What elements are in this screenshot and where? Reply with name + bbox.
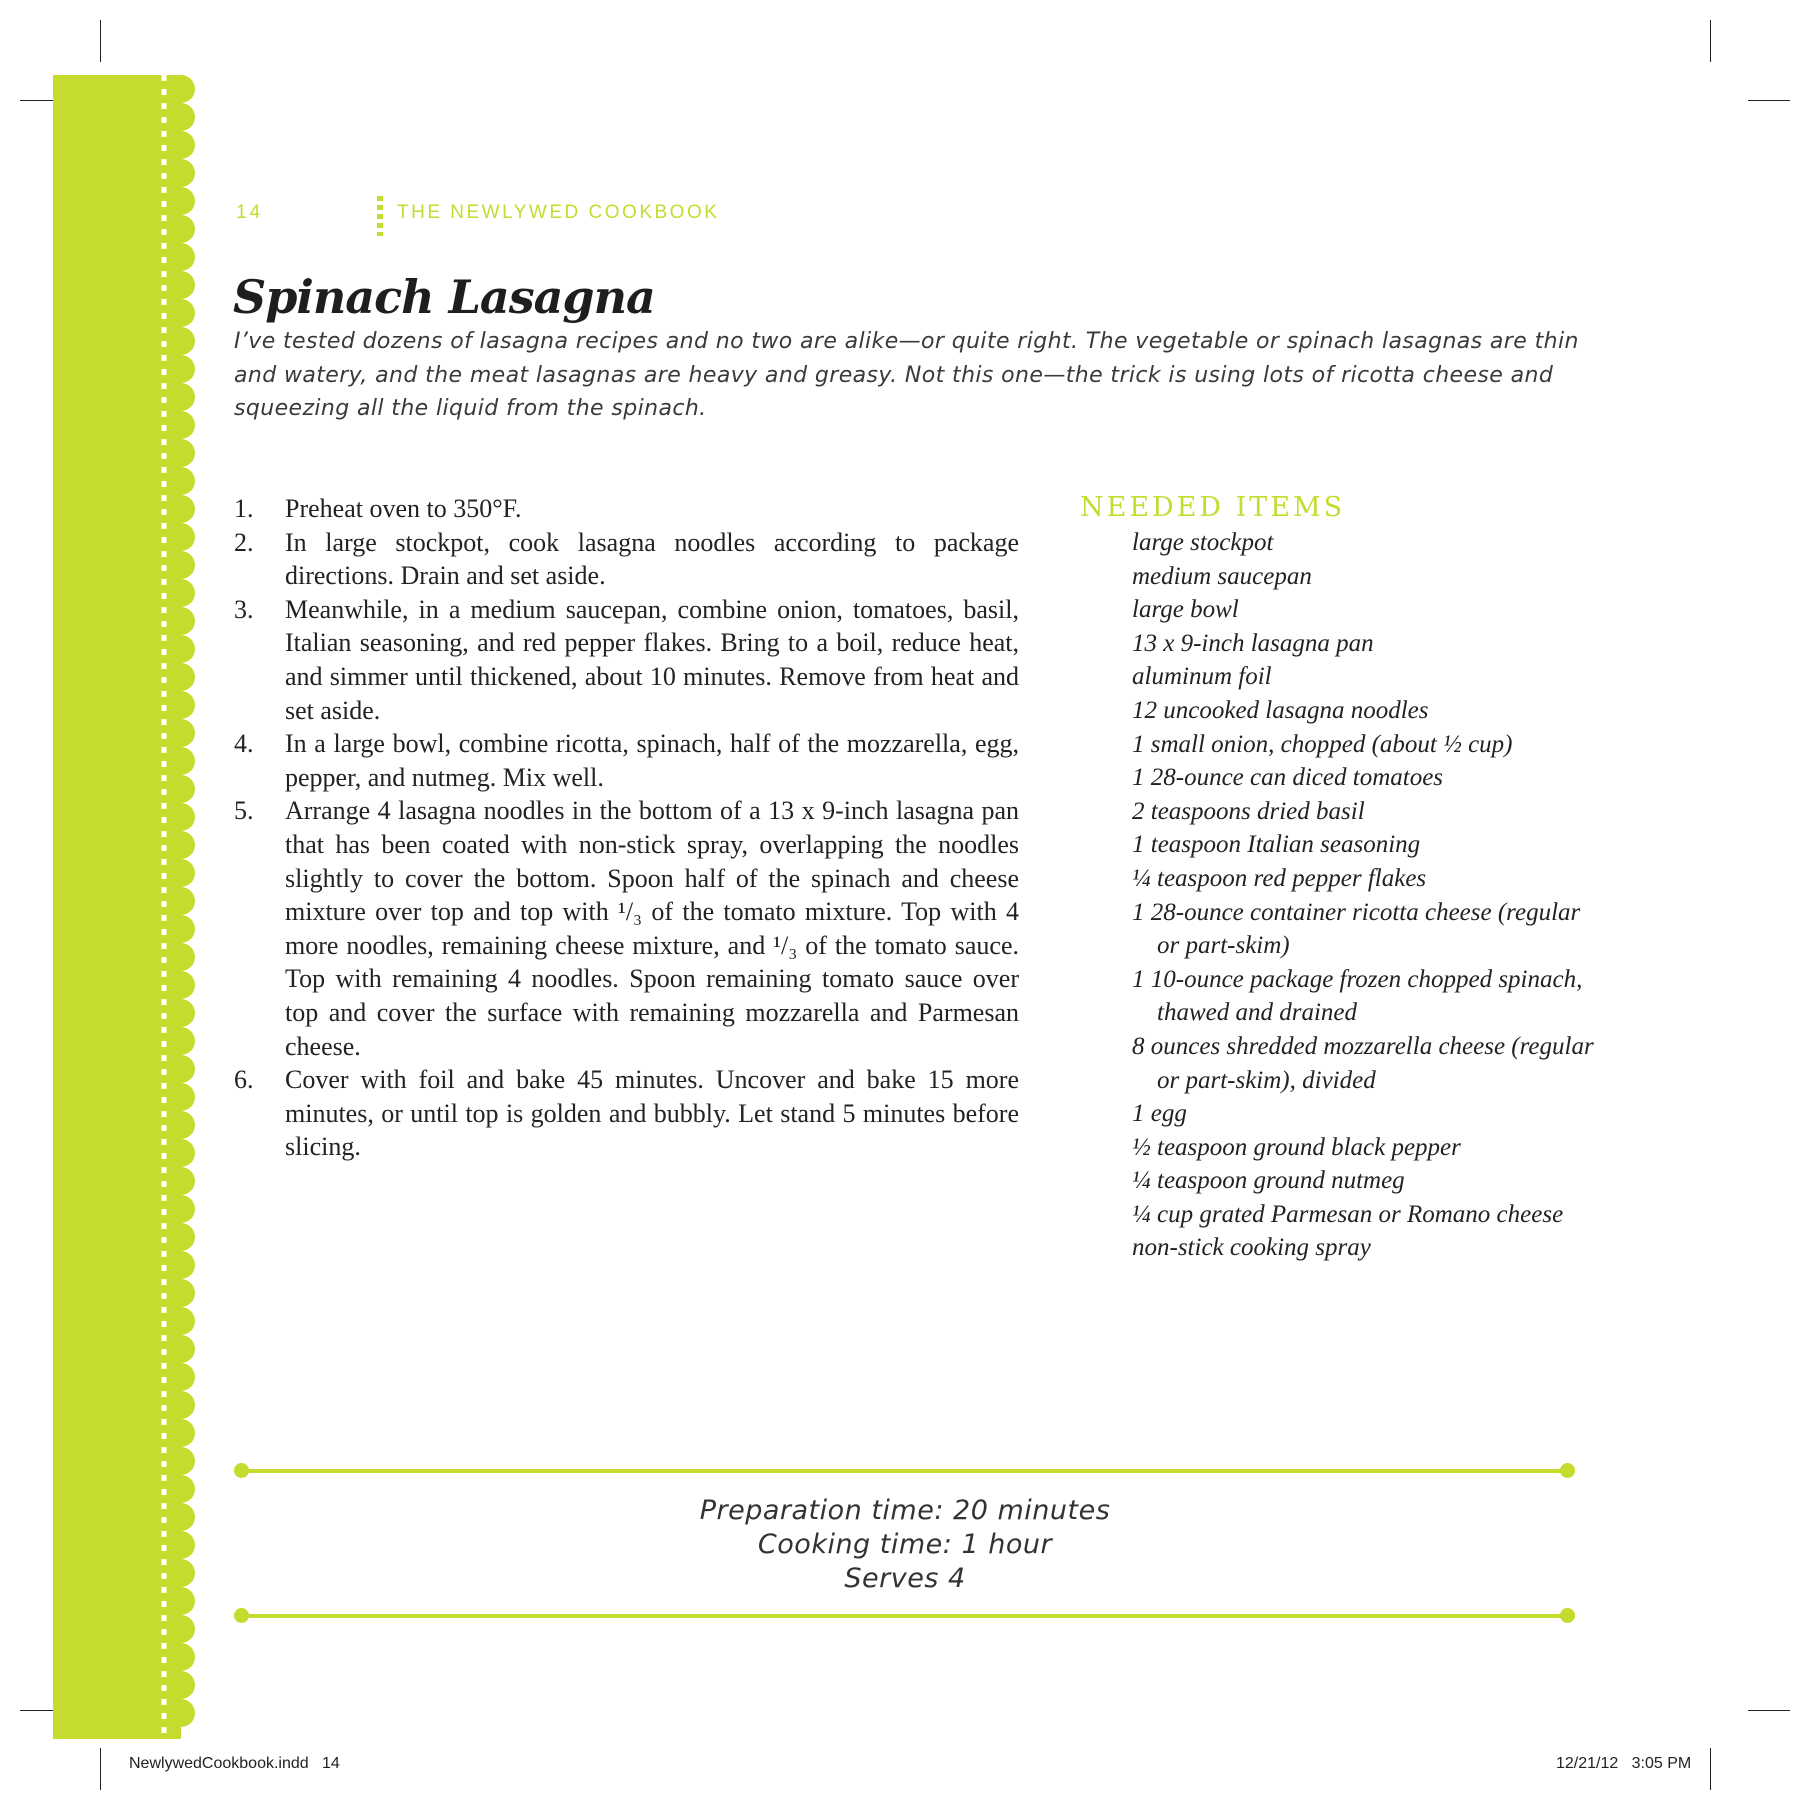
- step-text: Cover with foil and bake 45 minutes. Uncover and bake 15 more minutes, or until top is golden and bubbly. Let stand 5 minutes before slicing.: [285, 1065, 1019, 1162]
- step-item: [234, 593, 1019, 727]
- step-text: In large stockpot, cook lasagna noodles according to package directions. Drain and set aside.: [285, 527, 1019, 591]
- list-item: non-stick cooking spray: [1132, 1234, 1371, 1262]
- list-item: 13 x 9-inch lasagna pan: [1132, 629, 1374, 657]
- list-item: 1 teaspoon Italian seasoning: [1132, 831, 1421, 859]
- step-number: 2.: [234, 527, 254, 557]
- list-item: ½ teaspoon ground black pepper: [1132, 1133, 1461, 1161]
- recipe-title: Spinach Lasagna: [233, 270, 655, 324]
- step-text: In a large bowl, combine ricotta, spinach, half of the mozzarella, egg, pepper, and nutmeg. Mix well.: [285, 729, 1019, 792]
- timing-bottom-rule: [235, 1614, 1575, 1618]
- slug-filename: NewlywedCookbook.indd 14: [129, 1755, 340, 1772]
- crop-mark: [1710, 20, 1711, 62]
- list-item: large bowl: [1132, 596, 1239, 624]
- list-item: large stockpot: [1132, 529, 1274, 556]
- list-item: 2 teaspoons dried basil: [1132, 797, 1365, 825]
- crop-mark: [1710, 1748, 1711, 1790]
- step-item: [234, 1063, 1019, 1164]
- header-dotted-divider: [377, 196, 383, 236]
- timing-top-rule: [235, 1469, 1575, 1473]
- page-number: 14: [236, 202, 264, 223]
- list-item: medium saucepan: [1132, 562, 1312, 590]
- step-number: 3.: [234, 594, 254, 624]
- list-item: 1 egg: [1132, 1100, 1187, 1128]
- list-item: ¼ teaspoon red pepper flakes: [1132, 864, 1427, 892]
- step-number: 5.: [234, 796, 254, 826]
- rule-end-dot: [234, 1608, 249, 1623]
- step-item: [234, 794, 1019, 1063]
- decorative-scalloped-band: [53, 75, 203, 1739]
- step-text: Preheat oven to 350°F.: [285, 494, 522, 523]
- slug-datetime: 12/21/12 3:05 PM: [1556, 1755, 1692, 1772]
- step-number: 6.: [234, 1065, 254, 1095]
- list-item: ¼ cup grated Parmesan or Romano cheese: [1132, 1200, 1564, 1228]
- rule-end-dot: [1560, 1608, 1575, 1623]
- rule-end-dot: [1560, 1463, 1575, 1478]
- list-item: 12 uncooked lasagna noodles: [1132, 696, 1429, 724]
- recipe-steps: [234, 492, 1019, 1164]
- step-number: 4.: [234, 729, 254, 759]
- needed-items-heading: NEEDED ITEMS: [1080, 492, 1346, 523]
- servings: Serves 4: [844, 1563, 966, 1594]
- needed-items-section: [1080, 490, 1600, 1265]
- cook-time: Cooking time: 1 hour: [757, 1529, 1053, 1560]
- crop-mark: [1748, 1710, 1790, 1711]
- recipe-intro: I’ve tested dozens of lasagna recipes and no two are alike—or quite right. The vegetable or spinach lasagnas are thin and watery, and the meat lasagnas are heavy and greasy. Not this one—the trick is using lots of ricotta cheese and squeezing all the liquid from the spinach.: [234, 329, 1579, 421]
- rule-end-dot: [234, 1463, 249, 1478]
- step-number: 1.: [234, 494, 254, 523]
- crop-mark: [1748, 100, 1790, 101]
- step-item: [234, 492, 1019, 526]
- timing-block: [235, 1494, 1575, 1596]
- step-item: [234, 727, 1019, 794]
- prep-time: Preparation time: 20 minutes: [699, 1495, 1111, 1526]
- list-item: aluminum foil: [1132, 663, 1272, 691]
- list-item: 1 28-ounce can diced tomatoes: [1132, 764, 1444, 792]
- list-item: ¼ teaspoon ground nutmeg: [1132, 1167, 1405, 1195]
- list-item: 8 ounces shredded mozzarella cheese (regular or part-skim), divided: [1132, 1032, 1594, 1094]
- list-item: 1 small onion, chopped (about ½ cup): [1132, 730, 1513, 758]
- crop-mark: [100, 20, 101, 62]
- step-item: [234, 526, 1019, 593]
- list-item: 1 10-ounce package frozen chopped spinach, thawed and drained: [1132, 965, 1583, 1027]
- step-text: Meanwhile, in a medium saucepan, combine onion, tomatoes, basil, Italian seasoning, and red pepper flakes. Bring to a boil, reduce heat, and simmer until thickened, about 10 minutes. Remove from heat and set aside.: [285, 594, 1019, 725]
- book-title: THE NEWLYWED COOKBOOK: [397, 202, 720, 223]
- list-item: 1 28-ounce container ricotta cheese (regular or part-skim): [1132, 898, 1581, 960]
- step-text: Arrange 4 lasagna noodles in the bottom of a 13 x 9-inch lasagna pan that has been coated with non-stick spray, overlapping the noodles slightly to cover the bottom. Spoon half of the spinach and cheese mixture over top and top with ¹/₃ of the tomato mixture. Top with 4 more noodles, remaining cheese mixture, and ¹/₃ of the tomato sauce. Top with remaining 4 noodles. Spoon remaining tomato sauce over top and cover the surface with remaining mozzarella and Parmesan cheese.: [285, 796, 1019, 1061]
- needed-items-list: [1080, 526, 1600, 1265]
- crop-mark: [100, 1748, 101, 1790]
